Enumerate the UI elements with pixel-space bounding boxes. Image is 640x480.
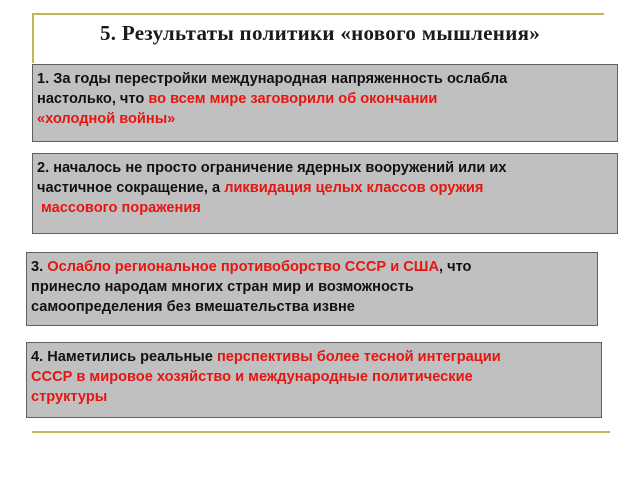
item-highlight: во всем мире заговорили об окончании [148,91,438,107]
item-line [37,89,614,109]
item-text: 2. началось не просто ограничение ядерных вооружений или их [37,160,507,176]
result-item-1 [32,64,618,142]
bottom-rule [32,431,610,433]
item-line [37,69,614,89]
item-highlight: перспективы более тесной интеграции [216,349,501,365]
item-highlight: структуры [31,389,108,405]
item-text: настолько, что [37,91,149,107]
item-line [31,347,598,367]
item-highlight: массового поражения [37,200,201,216]
result-item-4 [26,342,602,418]
item-text: 3. [31,259,48,275]
item-line [37,178,614,198]
item-text: частичное сокращение, а [37,180,225,196]
item-highlight: ликвидация целых классов оружия [224,180,484,196]
item-text: , что [438,259,472,275]
item-line [31,387,598,407]
result-item-2 [32,153,618,234]
item-highlight: Ослабло региональное противоборство СССР и США [47,259,439,275]
left-rule [32,13,34,63]
item-highlight: «холодной войны» [37,111,176,127]
item-line [31,297,594,317]
item-text: самоопределения без вмешательства извне [31,299,355,315]
item-line [37,198,614,218]
item-line [31,277,594,297]
item-highlight: СССР в мировое хозяйство и международные политические [31,369,473,385]
item-line [37,158,614,178]
item-line [31,367,598,387]
item-text: 4. Наметились реальные [31,349,217,365]
item-line [37,109,614,129]
item-text: 1. За годы перестройки международная напряженность ослабла [37,71,508,87]
result-item-3 [26,252,598,326]
slide-title: 5. Результаты политики «нового мышления» [99,21,541,45]
item-line [31,257,594,277]
item-text: принесло народам многих стран мир и возможность [31,279,414,295]
